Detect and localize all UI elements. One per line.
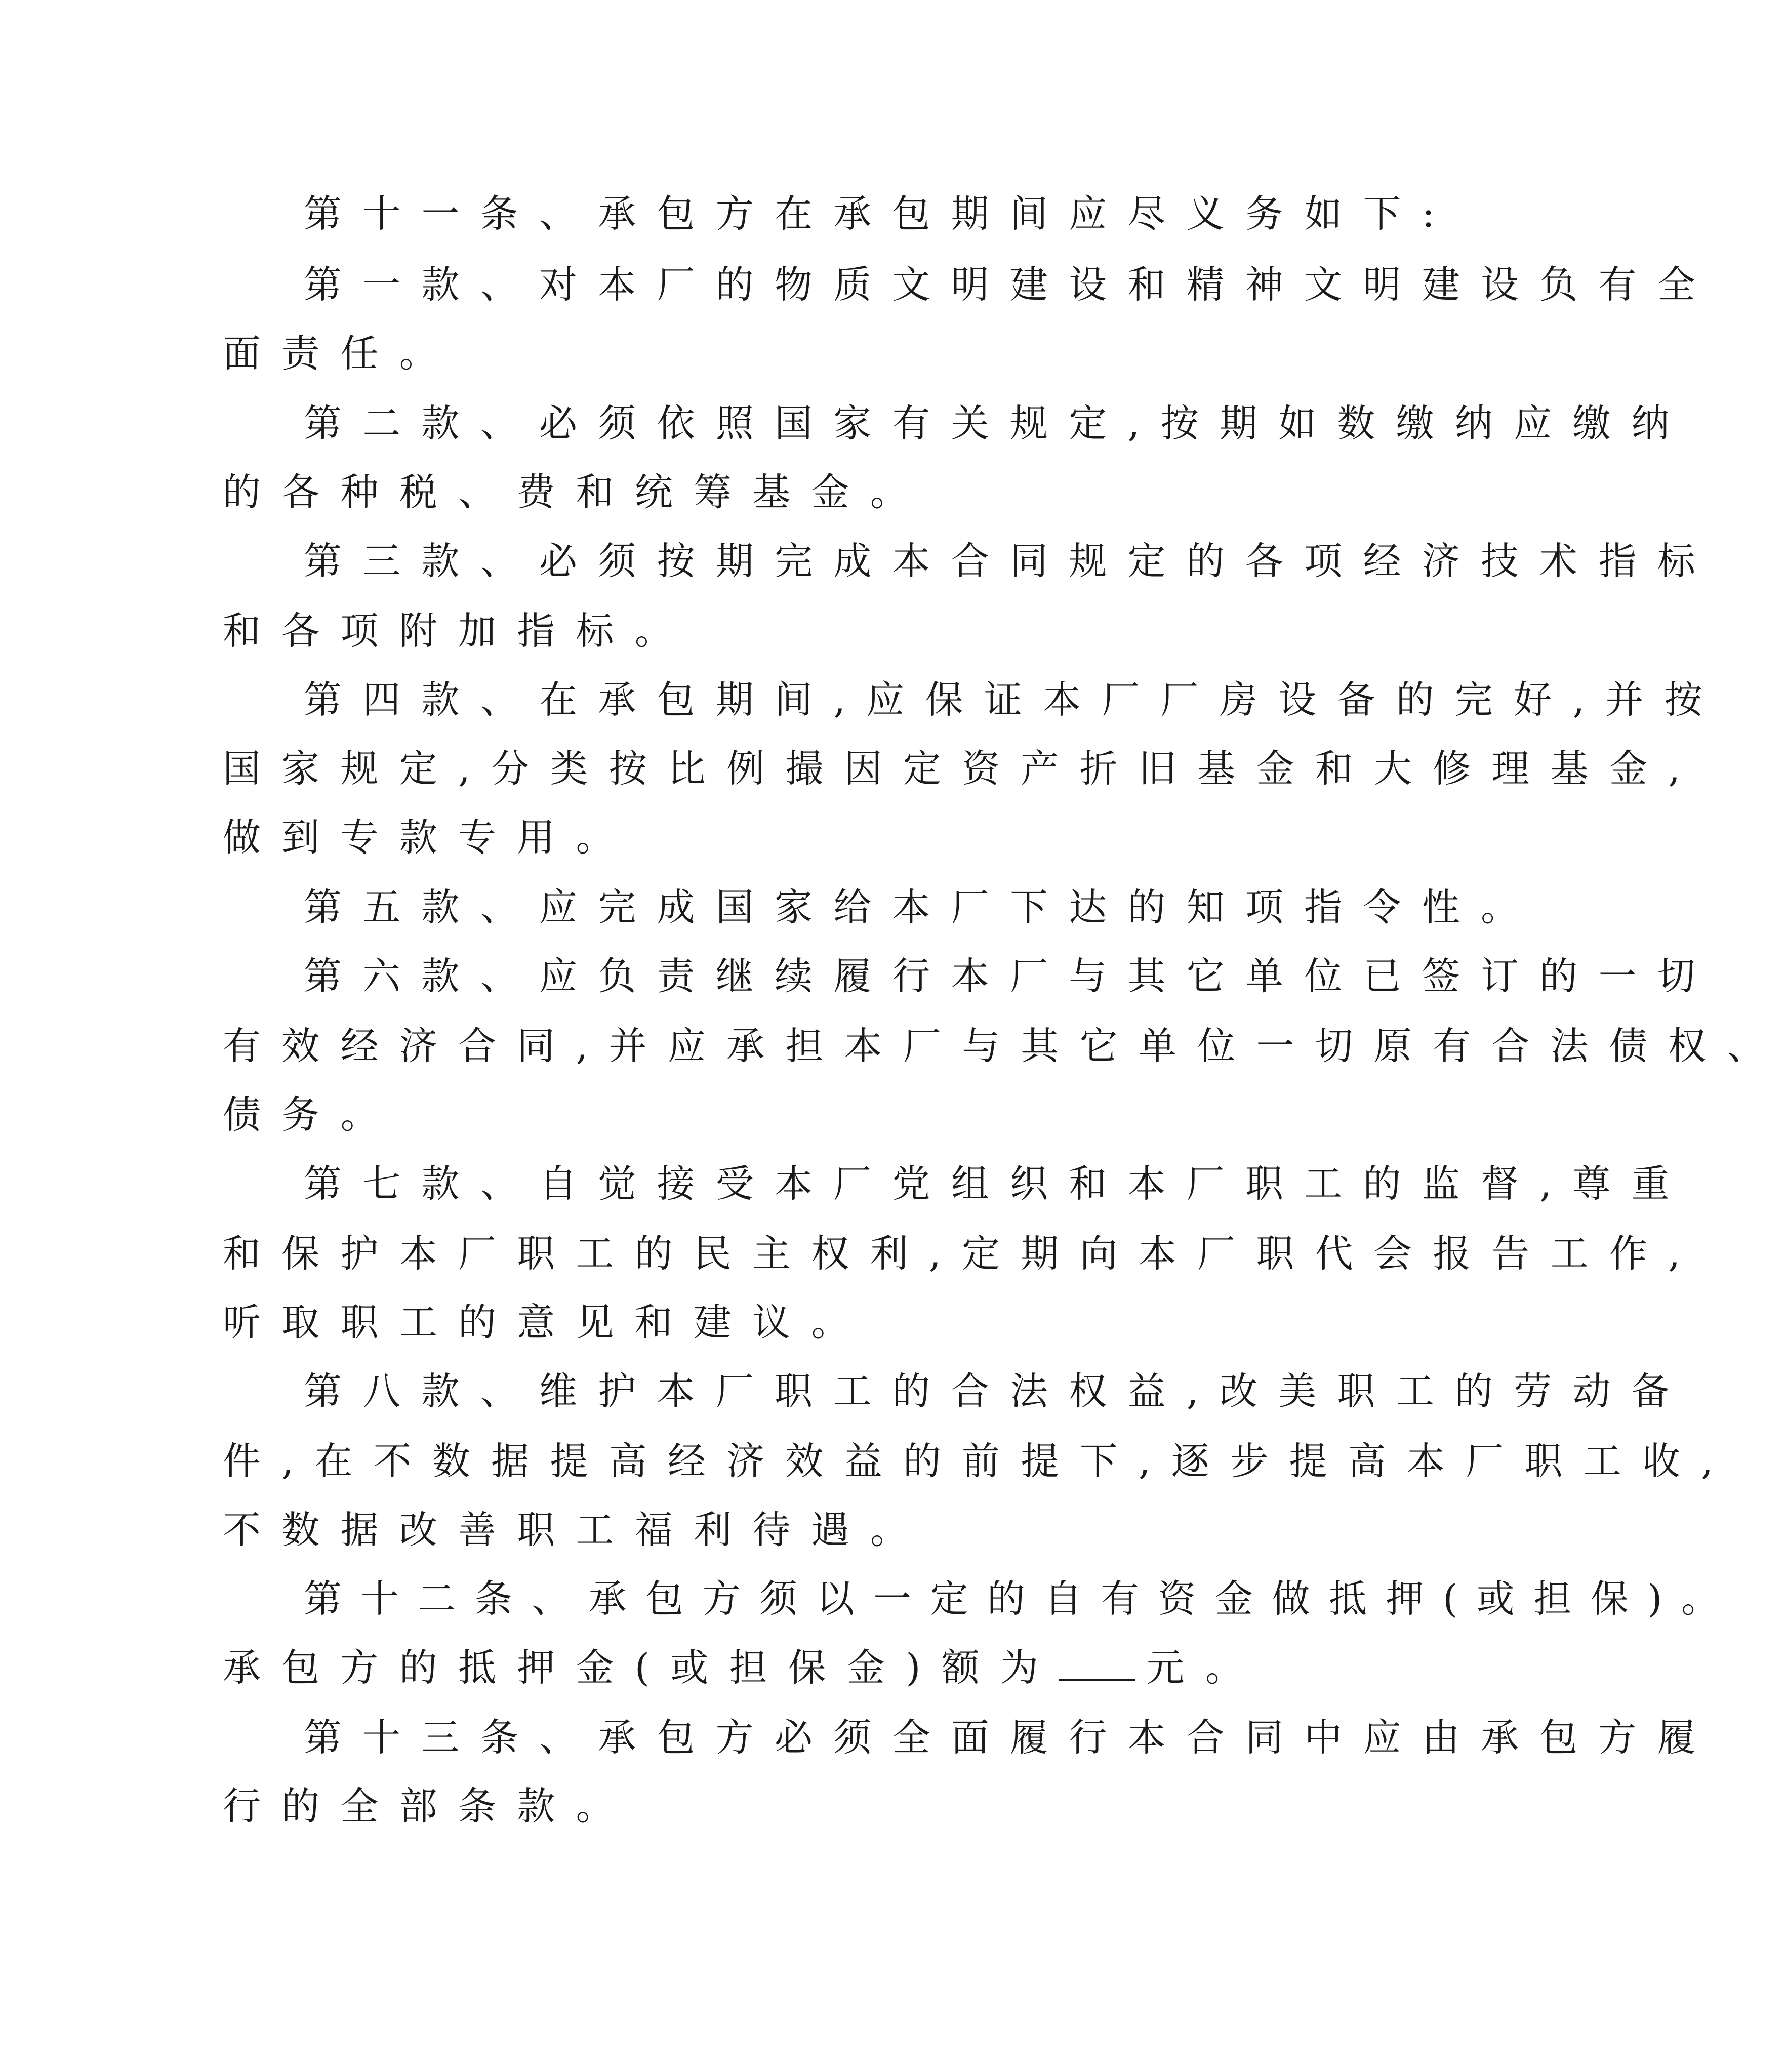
clause-6-line-2: 有效经济合同,并应承担本厂与其它单位一切原有合法债权、 <box>223 1024 1786 1068</box>
clause-8-line-1: 第八款、维护本厂职工的合法权益,改美职工的劳动备 <box>304 1369 1690 1413</box>
article-12-line-1: 第十二条、承包方须以一定的自有资金做抵押(或担保)。 <box>304 1576 1738 1621</box>
clause-7-line-3: 听取职工的意见和建议。 <box>223 1300 870 1345</box>
clause-6-line-3: 债务。 <box>223 1092 399 1137</box>
clause-7-line-2: 和保护本厂职工的民主权利,定期向本厂职代会报告工作, <box>223 1231 1701 1276</box>
clause-3-line-1: 第三款、必须按期完成本合同规定的各项经济技术指标 <box>304 539 1717 583</box>
clause-4-line-1: 第四款、在承包期间,应保证本厂厂房设备的完好,并按 <box>304 677 1723 722</box>
clause-8-line-3: 不数据改善职工福利待遇。 <box>223 1508 929 1552</box>
clause-2-line-2: 的各种税、费和统筹基金。 <box>223 470 929 514</box>
clause-4-line-2: 国家规定,分类按比例撮因定资产折旧基金和大修理基金, <box>223 746 1701 791</box>
clause-1-line-1: 第一款、对本厂的物质文明建设和精神文明建设负有全 <box>304 262 1717 307</box>
article-12-line-2 <box>223 1642 1264 1693</box>
deposit-amount-label: 承包方的抵押金(或担保金)额为 <box>223 1645 1060 1690</box>
clause-5-line-1: 第五款、应完成国家给本厂下达的知项指令性。 <box>304 885 1540 929</box>
deposit-amount-blank <box>1059 1645 1135 1681</box>
clause-1-line-2: 面责任。 <box>223 331 459 376</box>
deposit-amount-unit: 元。 <box>1146 1645 1265 1690</box>
article-13-line-2: 行的全部条款。 <box>223 1784 635 1829</box>
clause-7-line-1: 第七款、自觉接受本厂党组织和本厂职工的监督,尊重 <box>304 1161 1690 1206</box>
article-11-heading: 第十一条、承包方在承包期间应尽义务如下: <box>304 191 1456 236</box>
clause-4-line-3: 做到专款专用。 <box>223 815 635 860</box>
clause-8-line-2: 件,在不数据提高经济效益的前提下,逐步提高本厂职工收, <box>223 1439 1734 1483</box>
clause-6-line-1: 第六款、应负责继续履行本厂与其它单位已签订的一切 <box>304 954 1717 998</box>
clause-2-line-1: 第二款、必须依照国家有关规定,按期如数缴纳应缴纳 <box>304 401 1690 445</box>
clause-3-line-2: 和各项附加指标。 <box>223 608 694 653</box>
article-13-line-1: 第十三条、承包方必须全面履行本合同中应由承包方履 <box>304 1715 1717 1760</box>
